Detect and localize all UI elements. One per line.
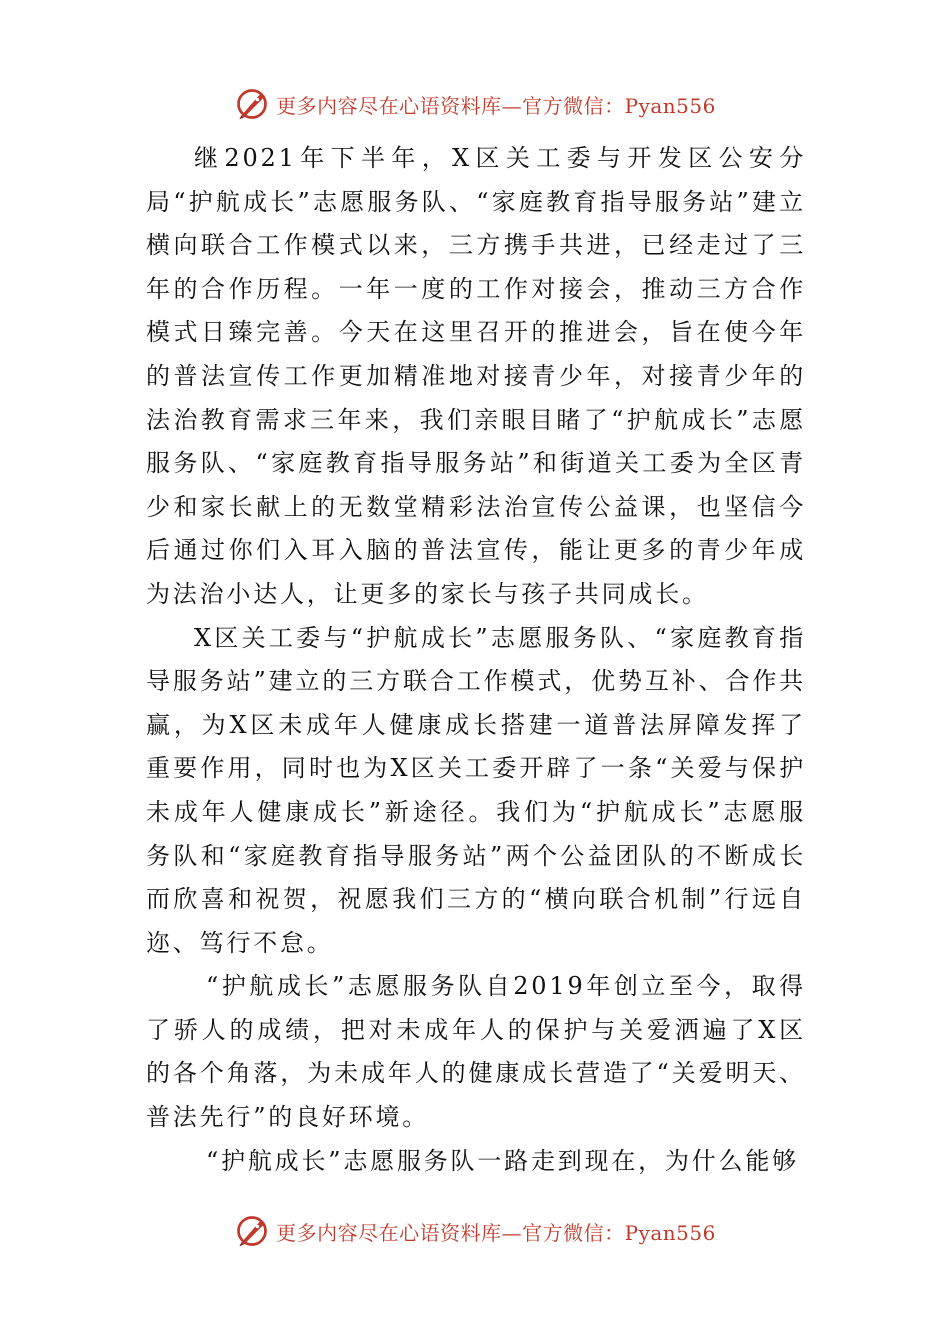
header-banner-text: 更多内容尽在心语资料库—官方微信：Pyan556 (276, 93, 716, 118)
pen-nib-logo-icon (234, 1213, 270, 1249)
footer-banner-text: 更多内容尽在心语资料库—官方微信：Pyan556 (276, 1220, 716, 1245)
document-body (146, 137, 806, 1183)
paragraph-4: “护航成长”志愿服务队一路走到现在，为什么能够 (206, 1146, 799, 1175)
paragraph-1: 继2021年下半年，X区关工委与开发区公安分局“护航成长”志愿服务队、“家庭教育指导服务站”建立横向联合工作模式以来，三方携手共进，已经走过了三年的合作历程。一年一度的工作对接会，推动三方合作模式日臻完善。今天在这里召开的推进会，旨在使今年的普法宣传工作更加精准地对接青少年，对接青少年的法治教育需求三年来，我们亲眼目睹了“护航成长”志愿服务队、“家庭教育指导服务站”和街道关工委为全区青少和家长献上的无数堂精彩法治宣传公益课，也坚信今后通过你们入耳入脑的普法宣传，能让更多的青少年成为法治小达人，让更多的家长与孩子共同成长。 (146, 144, 806, 608)
footer-banner (0, 1211, 950, 1251)
pen-nib-logo-icon (234, 86, 270, 122)
paragraph-2: X区关工委与“护航成长”志愿服务队、“家庭教育指导服务站”建立的三方联合工作模式，优势互补、合作共赢，为X区未成年人健康成长搭建一道普法屏障发挥了重要作用，同时也为X区关工委开辟了一条“关爱与保护未成年人健康成长”新途径。我们为“护航成长”志愿服务队和“家庭教育指导服务站”两个公益团队的不断成长而欣喜和祝贺，祝愿我们三方的“横向联合机制”行远自迩、笃行不怠。 (146, 623, 806, 957)
header-banner (0, 84, 950, 124)
paragraph-3: “护航成长”志愿服务队自2019年创立至今，取得了骄人的成绩，把对未成年人的保护与关爱洒遍了X区的各个角落，为未成年人的健康成长营造了“关爱明天、普法先行”的良好环境。 (146, 972, 806, 1132)
